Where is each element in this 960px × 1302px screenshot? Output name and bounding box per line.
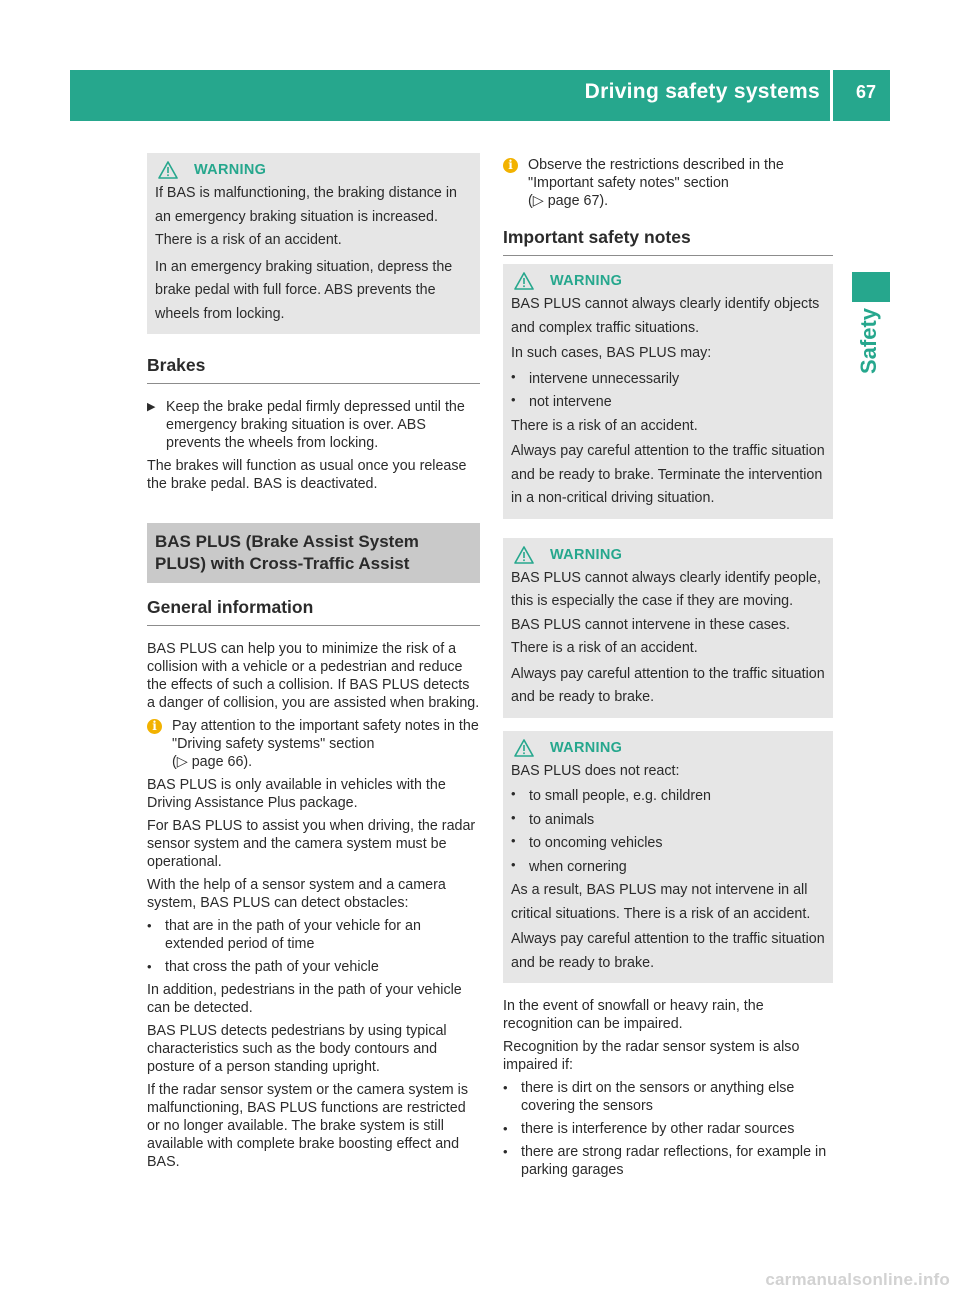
warning-triangle-icon bbox=[158, 161, 178, 179]
paragraph: In the event of snowfall or heavy rain, the recognition can be impaired. bbox=[503, 998, 764, 1032]
warning-triangle-icon bbox=[514, 739, 534, 757]
list-item bbox=[503, 1143, 833, 1179]
side-tab-marker bbox=[852, 272, 890, 302]
list-item-text: when cornering bbox=[529, 858, 627, 875]
header-separator bbox=[830, 70, 833, 121]
warning-text: BAS PLUS cannot always clearly identify objects and complex traffic situations. bbox=[511, 296, 820, 336]
list-item bbox=[147, 917, 480, 953]
warning-text: In an emergency braking situation, depress the brake pedal with full force. ABS prevents the wheels from locking. bbox=[155, 258, 453, 322]
paragraph: BAS PLUS can help you to minimize the risk of a collision with a vehicle or a pedestrian and reduce the effects of such a collision. If BAS PLUS detects a danger of collision, you are assisted when braking. bbox=[147, 641, 480, 711]
list-item bbox=[503, 1120, 833, 1138]
warning-label: WARNING bbox=[550, 273, 623, 289]
left-column bbox=[147, 150, 480, 1176]
list-item-text: to oncoming vehicles bbox=[529, 835, 663, 851]
warning-text: As a result, BAS PLUS may not intervene in all critical situations. There is a risk of an accident. bbox=[511, 882, 811, 922]
info-icon: i bbox=[503, 158, 518, 173]
warning-text: Always pay careful attention to the traffic situation and be ready to brake. bbox=[511, 665, 825, 705]
list-item bbox=[511, 832, 825, 856]
instruction-step bbox=[147, 398, 480, 452]
page-number: 67 bbox=[855, 82, 876, 102]
chapter-heading-line: PLUS) with Cross-Traffic Assist bbox=[155, 554, 410, 573]
paragraph: If the radar sensor system or the camera system is malfunctioning, BAS PLUS functions are restricted or no longer available. The brake system is still available with complete brake boosting effect and BAS. bbox=[147, 1082, 468, 1170]
paragraph: Recognition by the radar sensor system is also impaired if: bbox=[503, 1039, 800, 1073]
list-item-text: there is dirt on the sensors or anything else covering the sensors bbox=[521, 1080, 795, 1114]
paragraph: In addition, pedestrians in the path of your vehicle can be detected. bbox=[147, 982, 462, 1016]
bullet-icon: • bbox=[511, 856, 516, 872]
bullet-icon: • bbox=[511, 833, 516, 848]
warning-text: BAS PLUS does not react: bbox=[511, 762, 680, 779]
section-heading-safety-notes: Important safety notes bbox=[503, 227, 833, 256]
list-item bbox=[511, 368, 825, 392]
chapter-heading-line: BAS PLUS (Brake Assist System bbox=[155, 532, 419, 551]
list-item-text: to animals bbox=[529, 811, 595, 828]
warning-text: In such cases, BAS PLUS may: bbox=[511, 345, 712, 361]
warning-header bbox=[511, 739, 825, 757]
bullet-icon: • bbox=[511, 786, 516, 801]
warning-text: Always pay careful attention to the traffic situation and be ready to brake. bbox=[511, 931, 825, 971]
bullet-icon: • bbox=[147, 918, 152, 933]
chapter-heading bbox=[147, 523, 480, 583]
list-item bbox=[511, 809, 825, 833]
bullet-icon: • bbox=[511, 392, 516, 407]
warning-box bbox=[147, 153, 480, 334]
list-item-text: that cross the path of your vehicle bbox=[165, 959, 379, 975]
page-reference: (▷ page 66). bbox=[172, 754, 253, 770]
bullet-icon: • bbox=[503, 1121, 508, 1136]
info-text: Observe the restrictions described in the "Important safety notes" section bbox=[528, 157, 784, 191]
warning-header bbox=[511, 546, 825, 564]
list-item-text: not intervene bbox=[529, 394, 612, 410]
list-item-text: there is interference by other radar sources bbox=[521, 1121, 795, 1137]
info-note bbox=[503, 156, 833, 210]
paragraph: With the help of a sensor system and a camera system, BAS PLUS can detect obstacles: bbox=[147, 877, 446, 911]
list-item bbox=[511, 785, 825, 809]
info-text: Pay attention to the important safety notes in the "Driving safety systems" section bbox=[172, 718, 479, 752]
warning-label: WARNING bbox=[194, 162, 267, 178]
list-item bbox=[503, 1079, 833, 1115]
warning-text: Always pay careful attention to the traffic situation and be ready to brake. Terminate the intervention in a non-critical driving situation. bbox=[511, 443, 825, 506]
list-item-text: that are in the path of your vehicle for an extended period of time bbox=[165, 918, 421, 952]
side-label bbox=[848, 307, 894, 375]
warning-triangle-icon bbox=[514, 272, 534, 290]
bullet-icon: • bbox=[511, 368, 516, 384]
instruction-text: Keep the brake pedal firmly depressed until the emergency braking situation is over. ABS prevents the wheels from locking. bbox=[166, 399, 465, 451]
warning-label: WARNING bbox=[550, 739, 623, 756]
list-item-text: to small people, e.g. children bbox=[529, 788, 711, 804]
list-item bbox=[511, 856, 825, 880]
warning-label: WARNING bbox=[550, 546, 623, 563]
list-item-text: there are strong radar reflections, for example in parking garages bbox=[521, 1144, 827, 1178]
info-icon: i bbox=[147, 719, 162, 734]
header-title: Driving safety systems bbox=[584, 80, 820, 103]
section-heading-general: General information bbox=[147, 597, 480, 626]
section-heading-brakes: Brakes bbox=[147, 355, 480, 384]
right-column bbox=[503, 150, 833, 1179]
bullet-icon: • bbox=[511, 809, 516, 825]
warning-text: There is a risk of an accident. bbox=[511, 417, 698, 434]
paragraph: BAS PLUS detects pedestrians by using typical characteristics such as the body contours and posture of a person standing upright. bbox=[147, 1023, 447, 1075]
warning-box bbox=[503, 731, 833, 984]
warning-text: If BAS is malfunctioning, the braking distance in an emergency braking situation is increased. There is a risk of an accident. bbox=[155, 185, 457, 248]
bullet-icon: • bbox=[503, 1080, 508, 1095]
side-label-text: Safety bbox=[856, 307, 882, 375]
warning-header bbox=[511, 272, 825, 290]
list-item bbox=[511, 391, 825, 415]
bullet-icon: • bbox=[503, 1144, 508, 1159]
warning-box bbox=[503, 538, 833, 718]
page-reference: (▷ page 67). bbox=[528, 193, 609, 209]
header-bar bbox=[70, 70, 890, 121]
info-note bbox=[147, 717, 480, 771]
paragraph: For BAS PLUS to assist you when driving, the radar sensor system and the camera system must be operational. bbox=[147, 818, 476, 870]
paragraph: The brakes will function as usual once you release the brake pedal. BAS is deactivated. bbox=[147, 458, 467, 492]
arrow-right-icon: ▶ bbox=[147, 401, 156, 413]
watermark: carmanualsonline.info bbox=[765, 1270, 950, 1289]
bullet-icon: • bbox=[147, 959, 152, 974]
paragraph: BAS PLUS is only available in vehicles with the Driving Assistance Plus package. bbox=[147, 777, 446, 811]
warning-triangle-icon bbox=[514, 546, 534, 564]
list-item bbox=[147, 958, 480, 976]
warning-text: BAS PLUS cannot always clearly identify people, this is especially the case if they are moving. BAS PLUS cannot intervene in these cases. There is a risk of an accident. bbox=[511, 569, 821, 656]
list-item-text: intervene unnecessarily bbox=[529, 370, 680, 387]
warning-header bbox=[155, 161, 472, 179]
warning-box bbox=[503, 264, 833, 519]
